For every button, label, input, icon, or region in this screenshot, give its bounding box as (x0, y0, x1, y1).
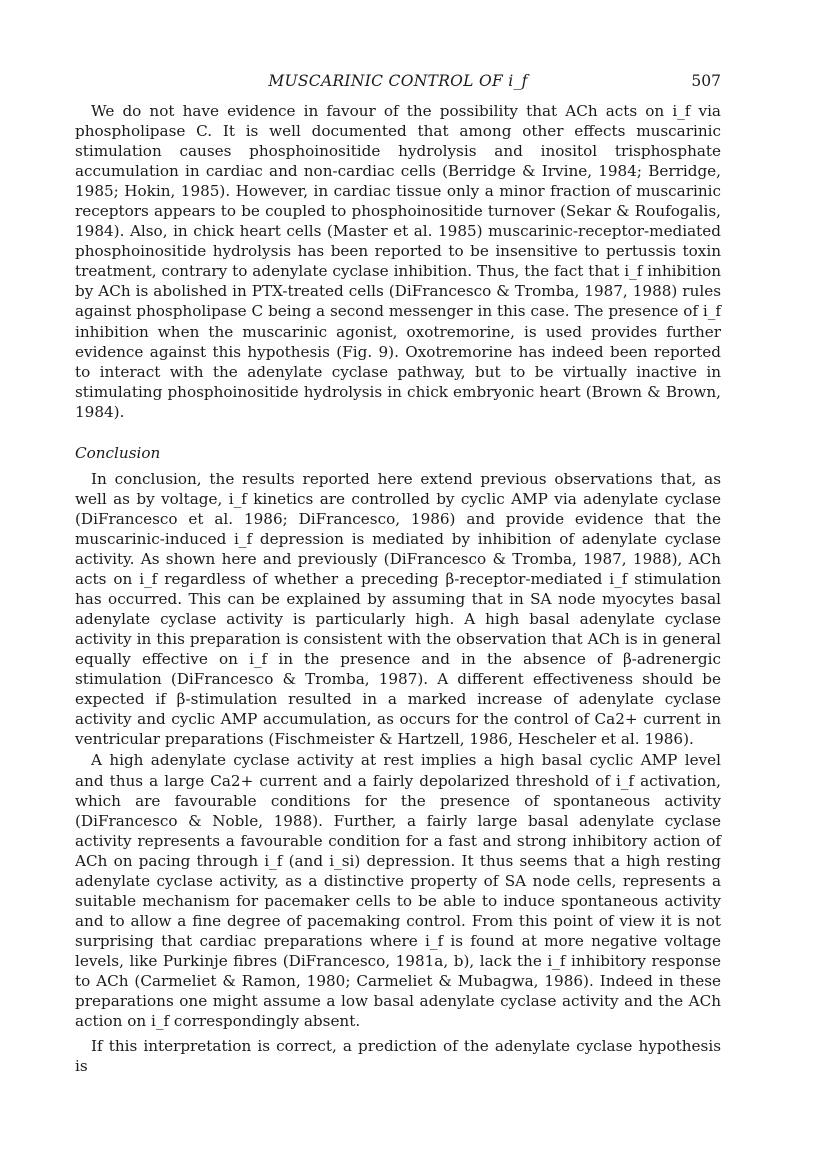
page-header (75, 72, 721, 96)
paragraph-phospholipase: We do not have evidence in favour of the possibility that ACh acts on i_f via phospholipase C. It is well documented that among other effects muscarinic stimulation causes phosphoinositide hydrolysis and inositol trisphosphate accumulation in cardiac and non-cardiac cells (Berridge & Irvine, 1984; Berridge, 1985; Hokin, 1985). However, in cardiac tissue only a minor fraction of muscarinic receptors appears to be coupled to phosphoinositide turnover (Sekar & Roufogalis, 1984). Also, in chick heart cells (Master et al. 1985) muscarinic-receptor-mediated phosphoinositide hydrolysis has been reported to be insensitive to pertussis toxin treatment, contrary to adenylate cyclase inhibition. Thus, the fact that i_f inhibition by ACh is abolished in PTX-treated cells (DiFrancesco & Tromba, 1987, 1988) rules against phospholipase C being a second messenger in this case. The presence of i_f inhibition when the muscarinic agonist, oxotremorine, is used provides further evidence against this hypothesis (Fig. 9). Oxotremorine has indeed been reported to interact with the adenylate cyclase pathway, but to be virtually inactive in stimulating phosphoinositide hydrolysis in chick embryonic heart (Brown & Brown, 1984). (75, 102, 721, 421)
section-heading-conclusion: Conclusion (75, 443, 161, 462)
running-title: MUSCARINIC CONTROL OF i_f (268, 72, 528, 90)
paragraph-conclusion: In conclusion, the results reported here extend previous observations that, as well as by voltage, i_f kinetics are controlled by cyclic AMP via adenylate cyclase (DiFrancesco et al. 1986; DiFrancesco, 1986) and provide evidence that the muscarinic-induced i_f depression is mediated by inhibition of adenylate cyclase activity. As shown here and previously (DiFrancesco & Tromba, 1987, 1988), ACh acts on i_f regardless of whether a preceding β-receptor-mediated i_f stimulation has occurred. This can be explained by assuming that in SA node myocytes basal adenylate cyclase activity is particularly high. A high basal adenylate cyclase activity in this preparation is consistent with the observation that ACh is in general equally effective on i_f in the presence and in the absence of β-adrenergic stimulation (DiFrancesco & Tromba, 1987). A different effectiveness should be expected if β-stimulation resulted in a marked increase of adenylate cyclase activity and cyclic AMP accumulation, as occurs for the control of Ca2+ current in ventricular preparations (Fischmeister & Hartzell, 1986, Hescheler et al. 1986). (75, 469, 721, 749)
paragraph-adenylate-activity: A high adenylate cyclase activity at rest implies a high basal cyclic AMP level and thus a large Ca2+ current and a fairly depolarized threshold of i_f activation, which are favourable conditions for the presence of spontaneous activity (DiFrancesco & Noble, 1988). Further, a fairly large basal adenylate cyclase activity represents a favourable condition for a fast and strong inhibitory action of ACh on pacing through i_f (and i_si) depression. It thus seems that a high resting adenylate cyclase activity, as a distinctive property of SA node cells, represents a suitable mechanism for pacemaker cells to be able to induce spontaneous activity and to allow a fine degree of pacemaking control. From this point of view it is not surprising that cardiac preparations where i_f is found at more negative voltage levels, like Purkinje fibres (DiFrancesco, 1981a, b), lack the i_f inhibitory response to ACh (Carmeliet & Ramon, 1980; Carmeliet & Mubagwa, 1986). Indeed in these preparations one might assume a low basal adenylate cyclase activity and the ACh action on i_f correspondingly absent. (75, 751, 721, 1031)
article-body (75, 101, 721, 1076)
paragraph-prediction: If this interpretation is correct, a prediction of the adenylate cyclase hypothesis is (75, 1037, 721, 1076)
page-number: 507 (691, 72, 721, 90)
